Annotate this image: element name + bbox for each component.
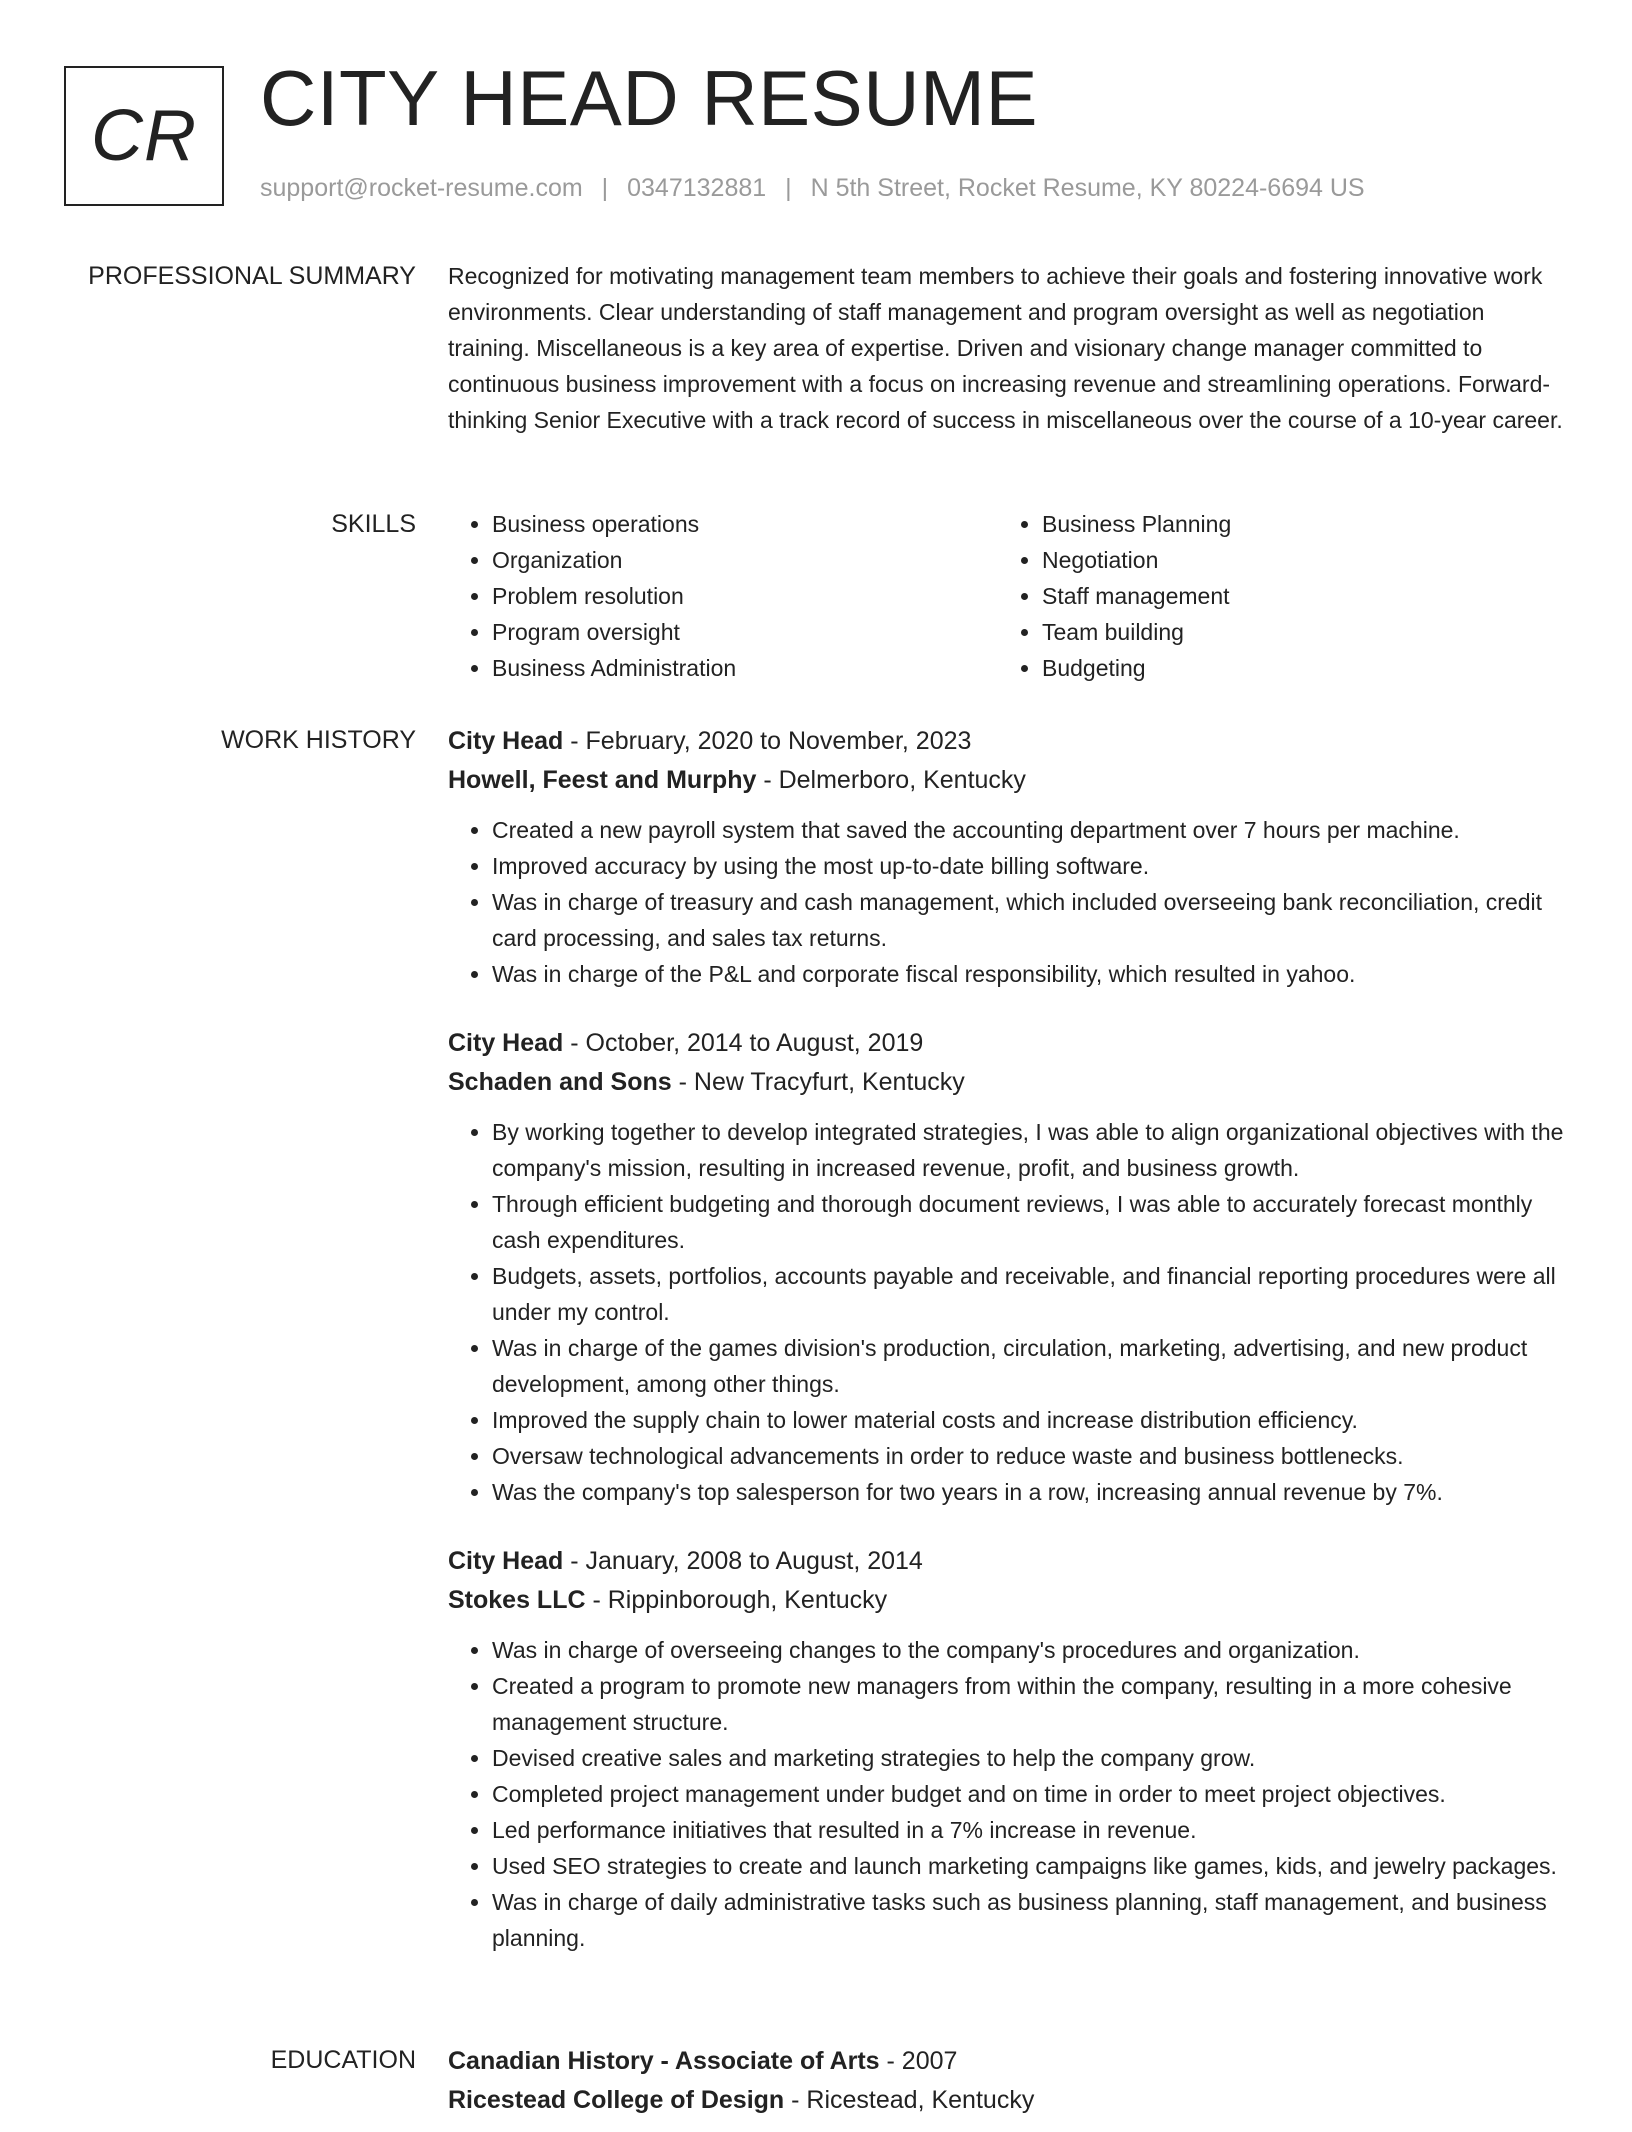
contact-phone: 0347132881 [627, 174, 767, 202]
job-bullet: • Oversaw technological advancements in order to reduce waste and business bottlenecks. [492, 1438, 1568, 1474]
skills-list-left [448, 506, 998, 686]
section-label-summary: PROFESSIONAL SUMMARY [88, 262, 416, 290]
skill-item: • Negotiation [1042, 542, 1548, 578]
job-bullet: • Created a program to promote new managers from within the company, resulting in a more cohesive management structure. [492, 1668, 1568, 1740]
job-entry [448, 1542, 1568, 1956]
job-bullet: • Completed project management under budget and on time in order to meet project objectives. [492, 1776, 1568, 1812]
job-bullet: • Created a new payroll system that saved the accounting department over 7 hours per machine. [492, 812, 1568, 848]
job-bullet: • Devised creative sales and marketing strategies to help the company grow. [492, 1740, 1568, 1776]
job-company-line [448, 760, 1568, 800]
job-bullet: • Was in charge of overseeing changes to the company's procedures and organization. [492, 1632, 1568, 1668]
job-dates: - February, 2020 to November, 2023 [563, 727, 972, 755]
job-bullets [448, 1114, 1568, 1510]
job-company: Stokes LLC [448, 1586, 586, 1614]
summary-text: Recognized for motivating management team members to achieve their goals and fostering innovative work environments. Clear understanding of staff management and program oversight as well as negotiation training. Miscellaneous is a key area of expertise. Driven and visionary change manager committed to continuous business improvement with a focus on increasing revenue and streamlining operations. Forward-thinking Senior Executive with a track record of success in miscellaneous over the course of a 10-year career. [448, 263, 1563, 433]
job-location: - Rippinborough, Kentucky [585, 1586, 888, 1614]
job-dates: - January, 2008 to August, 2014 [563, 1547, 923, 1575]
summary-body [448, 258, 1568, 438]
skill-item: • Organization [492, 542, 998, 578]
job-bullet: • Was the company's top salesperson for two years in a row, increasing annual revenue by 7%. [492, 1474, 1568, 1510]
skill-item: • Staff management [1042, 578, 1548, 614]
skills-list-right [998, 506, 1548, 686]
job-bullet: • Was in charge of the P&L and corporate fiscal responsibility, which resulted in yahoo. [492, 956, 1568, 992]
skill-item: • Budgeting [1042, 650, 1548, 686]
education-degree-line [448, 2042, 1568, 2080]
job-title: City Head [448, 1547, 564, 1575]
section-label-education: EDUCATION [270, 2046, 416, 2074]
education-school: Ricestead College of Design [448, 2086, 785, 2114]
job-title-line [448, 1542, 1568, 1580]
job-title: City Head [448, 727, 564, 755]
contact-email: support@rocket-resume.com [260, 174, 583, 202]
education-body [448, 2042, 1568, 2132]
job-entry [448, 1024, 1568, 1510]
job-bullet: • Was in charge of the games division's production, circulation, marketing, advertising, and new product development, among other things. [492, 1330, 1568, 1402]
job-bullets [448, 1632, 1568, 1956]
job-location: - New Tracyfurt, Kentucky [671, 1068, 965, 1096]
job-bullet: • Led performance initiatives that resulted in a 7% increase in revenue. [492, 1812, 1568, 1848]
skills-grid [448, 506, 1568, 686]
job-company: Howell, Feest and Murphy [448, 766, 757, 794]
job-company: Schaden and Sons [448, 1068, 672, 1096]
contact-separator: | [785, 174, 792, 202]
monogram-badge [64, 66, 224, 206]
skill-item: • Business Administration [492, 650, 998, 686]
contact-separator: | [601, 174, 609, 202]
job-bullet: • By working together to develop integrated strategies, I was able to align organizational objectives with the company's mission, resulting in increased revenue, profit, and business growth. [492, 1114, 1568, 1186]
monogram-initials: CR [91, 96, 197, 176]
job-title-line [448, 722, 1568, 760]
job-company-line [448, 1580, 1568, 1620]
job-bullet: • Budgets, assets, portfolios, accounts payable and receivable, and financial reporting procedures were all under my control. [492, 1258, 1568, 1330]
job-entry [448, 722, 1568, 992]
job-company-line [448, 1062, 1568, 1102]
skill-item: • Team building [1042, 614, 1548, 650]
contact-line [260, 174, 1365, 203]
job-title: City Head [448, 1029, 564, 1057]
education-year: - 2007 [879, 2047, 958, 2075]
job-bullets [448, 812, 1568, 992]
skill-item: • Problem resolution [492, 578, 998, 614]
job-bullet: • Improved the supply chain to lower material costs and increase distribution efficiency. [492, 1402, 1568, 1438]
work-history-body [448, 722, 1568, 1988]
skill-item: • Business operations [492, 506, 998, 542]
section-label-work-history: WORK HISTORY [221, 726, 416, 754]
education-location: - Ricestead, Kentucky [784, 2086, 1035, 2114]
job-bullet: • Was in charge of daily administrative tasks such as business planning, staff management, and business planning. [492, 1884, 1568, 1956]
job-bullet: • Through efficient budgeting and thorough document reviews, I was able to accurately forecast monthly cash expenditures. [492, 1186, 1568, 1258]
education-school-line [448, 2080, 1568, 2120]
job-bullet: • Was in charge of treasury and cash management, which included overseeing bank reconciliation, credit card processing, and sales tax returns. [492, 884, 1568, 956]
job-bullet: • Used SEO strategies to create and launch marketing campaigns like games, kids, and jewelry packages. [492, 1848, 1568, 1884]
skill-item: • Program oversight [492, 614, 998, 650]
skill-item: • Business Planning [1042, 506, 1548, 542]
education-degree: Canadian History - Associate of Arts [448, 2047, 880, 2075]
section-label-skills: SKILLS [331, 510, 416, 538]
job-location: - Delmerboro, Kentucky [756, 766, 1026, 794]
resume-title: CITY HEAD RESUME [260, 54, 1039, 142]
job-dates: - October, 2014 to August, 2019 [563, 1029, 924, 1057]
job-title-line [448, 1024, 1568, 1062]
job-bullet: • Improved accuracy by using the most up-to-date billing software. [492, 848, 1568, 884]
contact-address: N 5th Street, Rocket Resume, KY 80224-6694 US [810, 174, 1365, 202]
